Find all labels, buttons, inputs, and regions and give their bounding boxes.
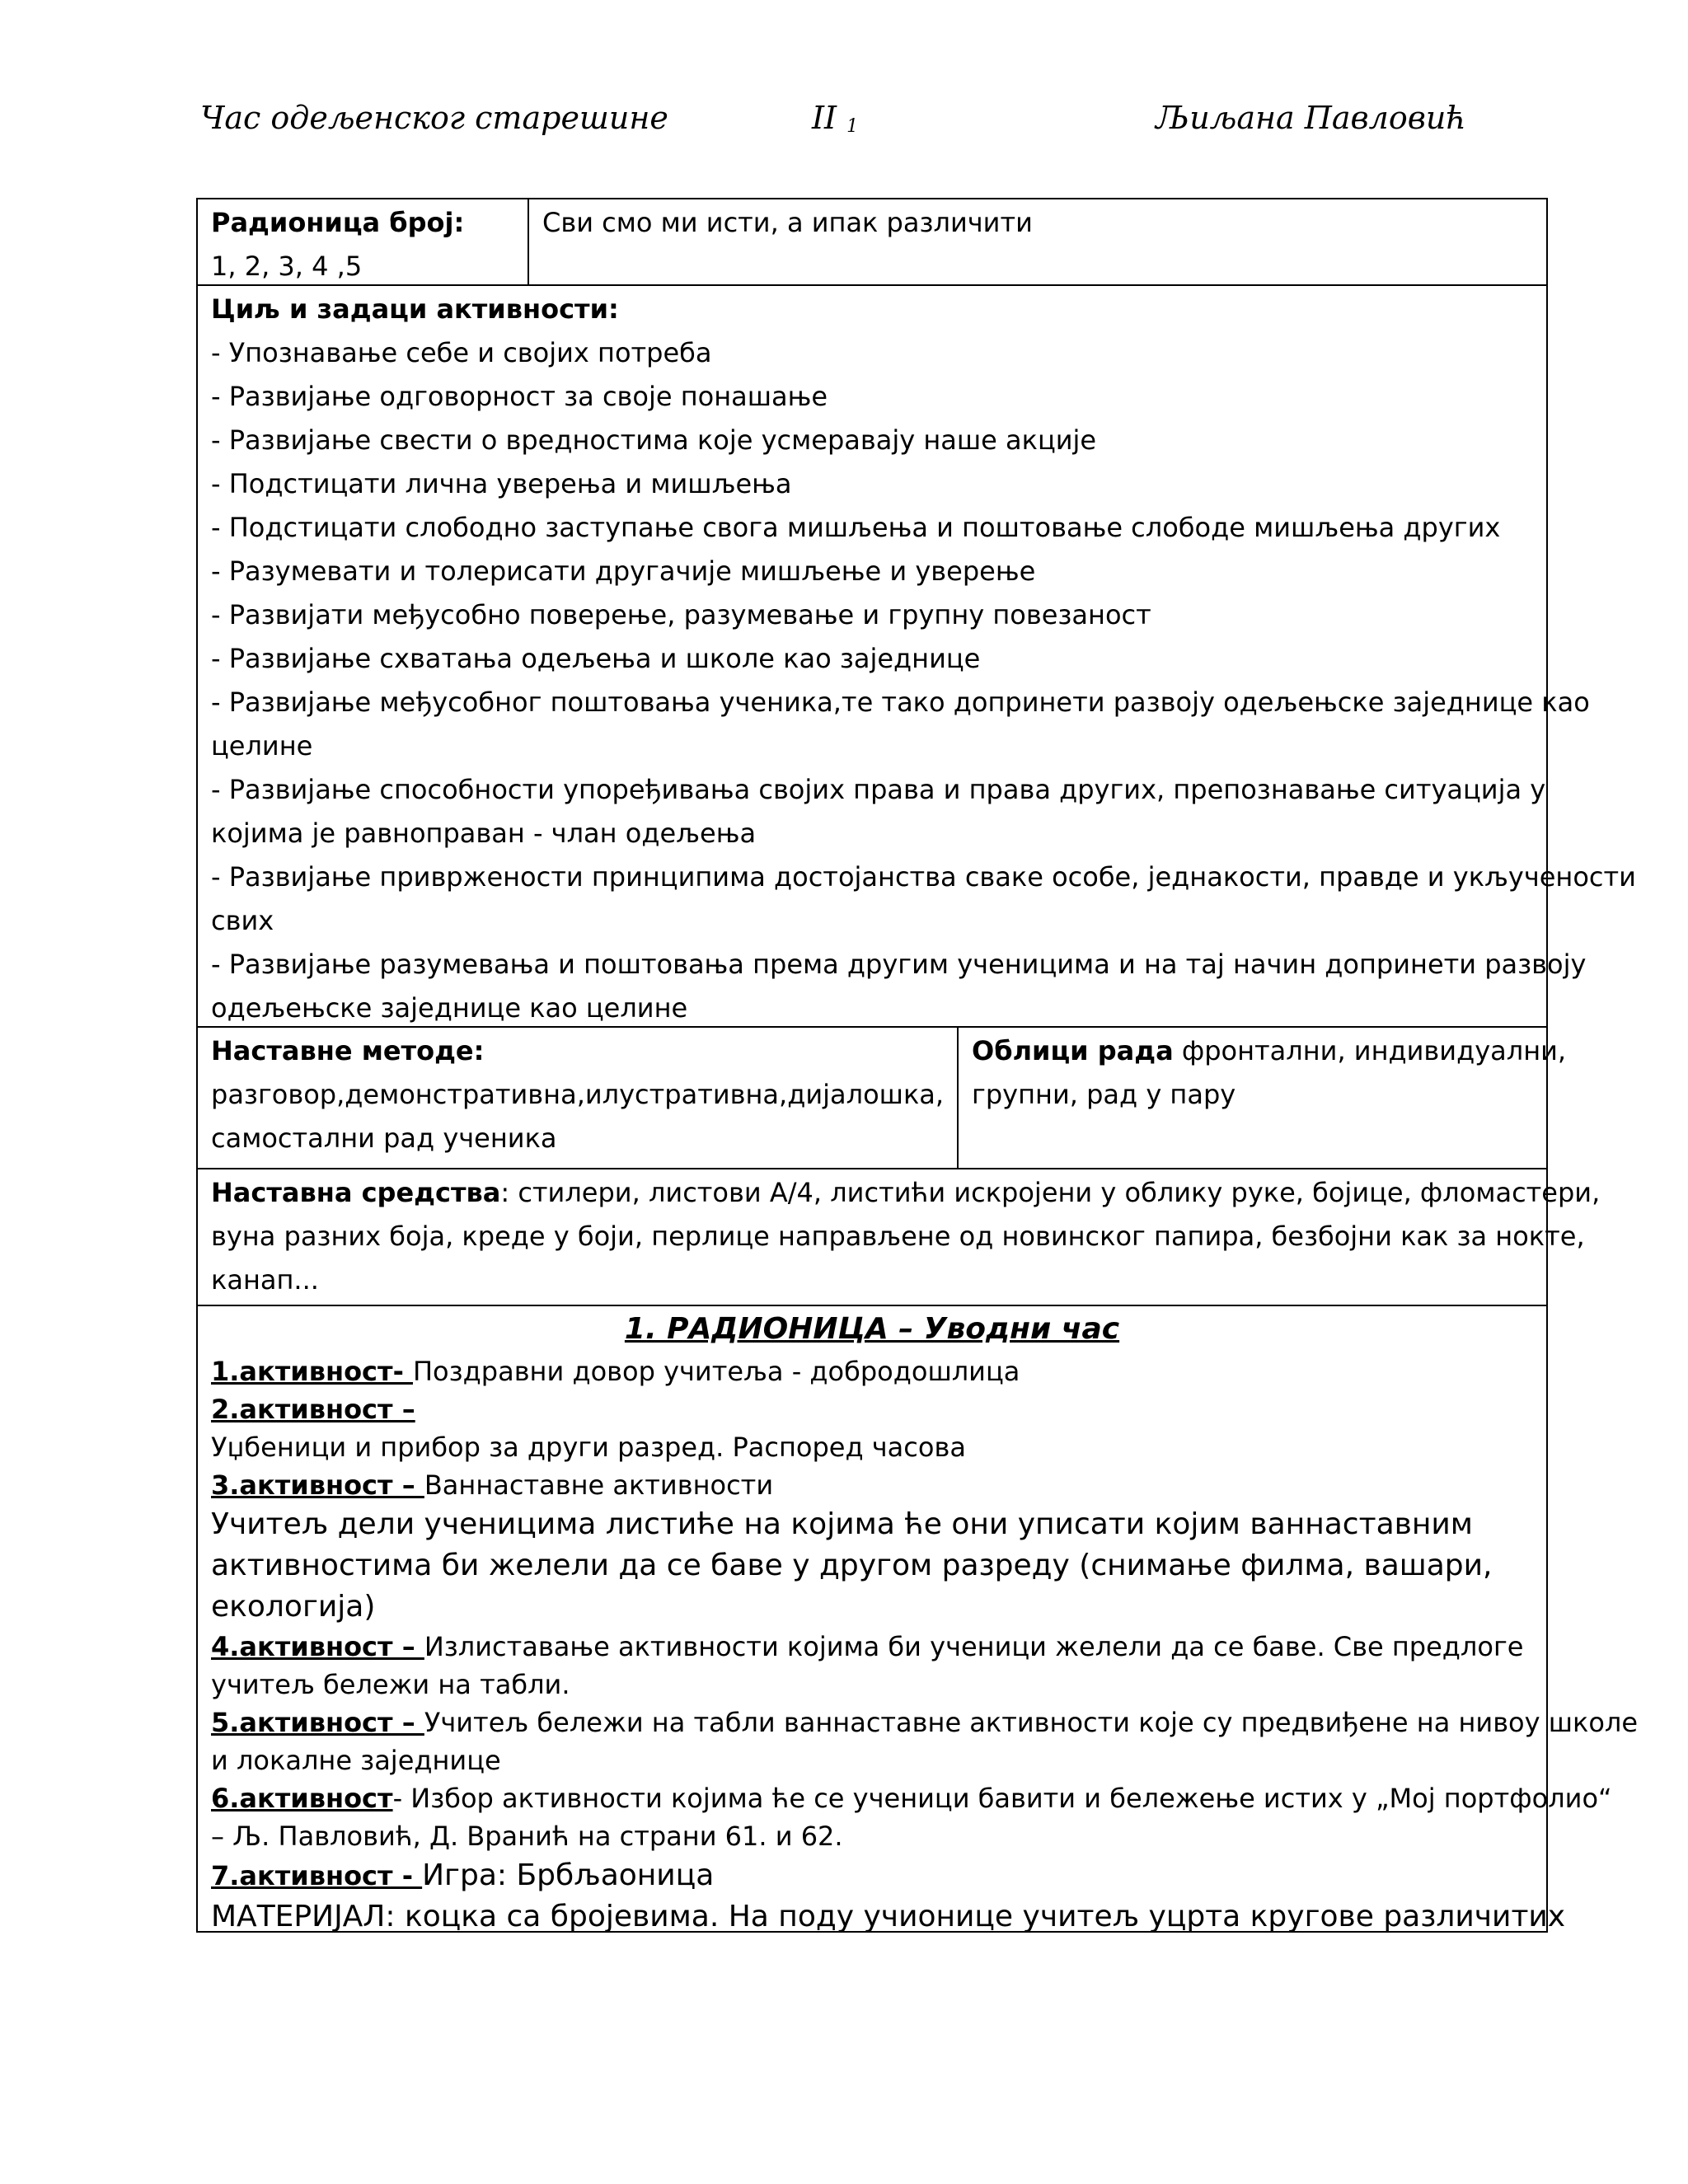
activity-label: 5.активност – [211,1707,424,1738]
activity-6 [211,1779,1612,1817]
goal-line: свих [211,905,274,936]
header-author: Љиљана Павловић [1156,100,1466,136]
radionica-row [196,1306,1639,1933]
activity-text: Игра: Брбљаоница [422,1858,715,1892]
goal-line: - Развијање привржености принципима достојанства сваке особе, једнакости, правде и укључености [211,861,1636,893]
forms-text: групни, рад у пару [972,1079,1236,1110]
activity-text: Поздравни довор учитеља - добродошлица [412,1356,1020,1387]
activity-text: Ваннаставне активности [424,1469,774,1501]
activity-1 [211,1352,1533,1390]
activity-4 [211,1628,1533,1666]
workshop-number-value: 1, 2, 3, 4 ,5 [211,251,363,282]
goal-line: одељењске заједнице као целине [211,992,688,1024]
activity-7 [211,1855,1533,1896]
goal-line: - Подстицати слободно заступање свога мишљења и поштовање слободе мишљења других [211,512,1501,543]
means-text: вуна разних боја, креде у боји, перлице направљене од новинског папира, безбојни как за нокте, [211,1221,1585,1252]
header-class-roman: II [812,100,837,136]
methods-line: самостални рад ученика [211,1122,557,1154]
header-class [812,97,858,144]
methods-row [196,1028,1567,1169]
goal-line: целине [211,730,313,762]
goal-line: - Развијање способности упоређивања својих права и права других, препознавање ситуација у [211,774,1546,805]
methods-cell [198,1028,957,1168]
activity-description: екологија) [211,1590,376,1624]
goals-row [196,286,1636,1028]
activity-label: 6.активност [211,1783,393,1814]
goal-line: - Разумевати и толерисати другачије мишљење и уверење [211,555,1036,587]
lesson-table [196,198,1639,1933]
goal-line: - Развијање одговорност за своје понашање [211,381,828,412]
workshop-title: Сви смо ми исти, а ипак различити [542,207,1033,238]
means-row [196,1169,1601,1306]
goal-line: - Развијање разумевања и поштовања према другим ученицима и на тај начин допринети развоју [211,949,1587,980]
methods-heading: Наставне методе: [211,1035,485,1066]
activity-description: активностима би желели да се баве у другом разреду (снимање филма, вашари, [211,1549,1493,1582]
forms-text: фронтални, индивидуални, [1173,1035,1567,1066]
radionica-title: 1. РАДИОНИЦА – Уводни час [624,1312,1120,1346]
workshop-number-cell [198,199,528,284]
activity-2 [211,1390,1533,1428]
workshop-title-cell [528,199,1546,284]
header-class-sub: 1 [846,116,859,137]
forms-cell [957,1028,1579,1168]
activity-label: 2.активност – [211,1394,415,1425]
means-text: канап... [211,1264,319,1296]
activity-text: Излиставање активности којима би ученици желели да се баве. Све предлоге [424,1631,1524,1662]
activity-text: учитељ бележи на табли. [211,1669,570,1700]
activity-3 [211,1466,1533,1504]
goal-line: - Развијање међусобног поштовања ученика,те тако допринети развоју одељењске заједнице као [211,687,1590,718]
activity-label: 1.активност- [211,1356,413,1387]
means-text: : стилери, листови А/4, листићи искројени у облику руке, бојице, фломастери, [500,1177,1601,1208]
goal-line: којима је равноправан - члан одељења [211,818,757,849]
activity-5 [211,1704,1639,1741]
goal-line: - Развијати међусобно поверење, разумевање и групну повезаност [211,599,1151,630]
activity-label: 7.активност - [211,1860,423,1891]
activity-text: – Љ. Павловић, Д. Вранић на страни 61. и 62. [211,1821,843,1852]
forms-label: Облици рада [972,1035,1174,1066]
goal-line: - Подстицати лична уверења и мишљења [211,468,792,499]
activity-text: и локалне заједнице [211,1745,501,1776]
goals-cell [198,286,1636,1026]
activity-label: 4.активност – [211,1631,424,1662]
activity-description: МАТЕРИЈАЛ: коцка са бројевима. На поду учионице учитељ уцрта кругове различитих [211,1900,1566,1933]
means-cell [198,1169,1601,1305]
workshop-number-label: Радионица број: [211,207,465,238]
activity-text: - Избор активности којима ће се ученици бавити и бележење истих у „Мој портфолио“ [392,1783,1612,1814]
means-label: Наставна средства [211,1177,501,1208]
activity-text: Уџбеници и прибор за други разред. Распоред часова [211,1432,966,1463]
activity-description: Учитељ дели ученицима листиће на којима ће они уписати којим ваннаставним [211,1507,1473,1541]
workshop-row [196,198,1548,286]
header-subject: Час одељенског старешине [200,100,668,136]
goal-line: - Упознавање себе и својих потреба [211,337,712,368]
radionica-cell [198,1306,1639,1933]
methods-line: разговор,демонстративна,илустративна,дијалошка, [211,1079,945,1110]
activity-label: 3.активност – [211,1469,424,1501]
goals-heading: Циљ и задаци активности: [211,293,619,325]
goal-line: - Развијање свести о вредностима које усмеравају наше акције [211,424,1097,456]
goal-line: - Развијање схватања одељења и школе као заједнице [211,643,981,674]
activity-text: Учитељ бележи на табли ваннаставне активности које су предвиђене на нивоу школе [424,1707,1639,1738]
